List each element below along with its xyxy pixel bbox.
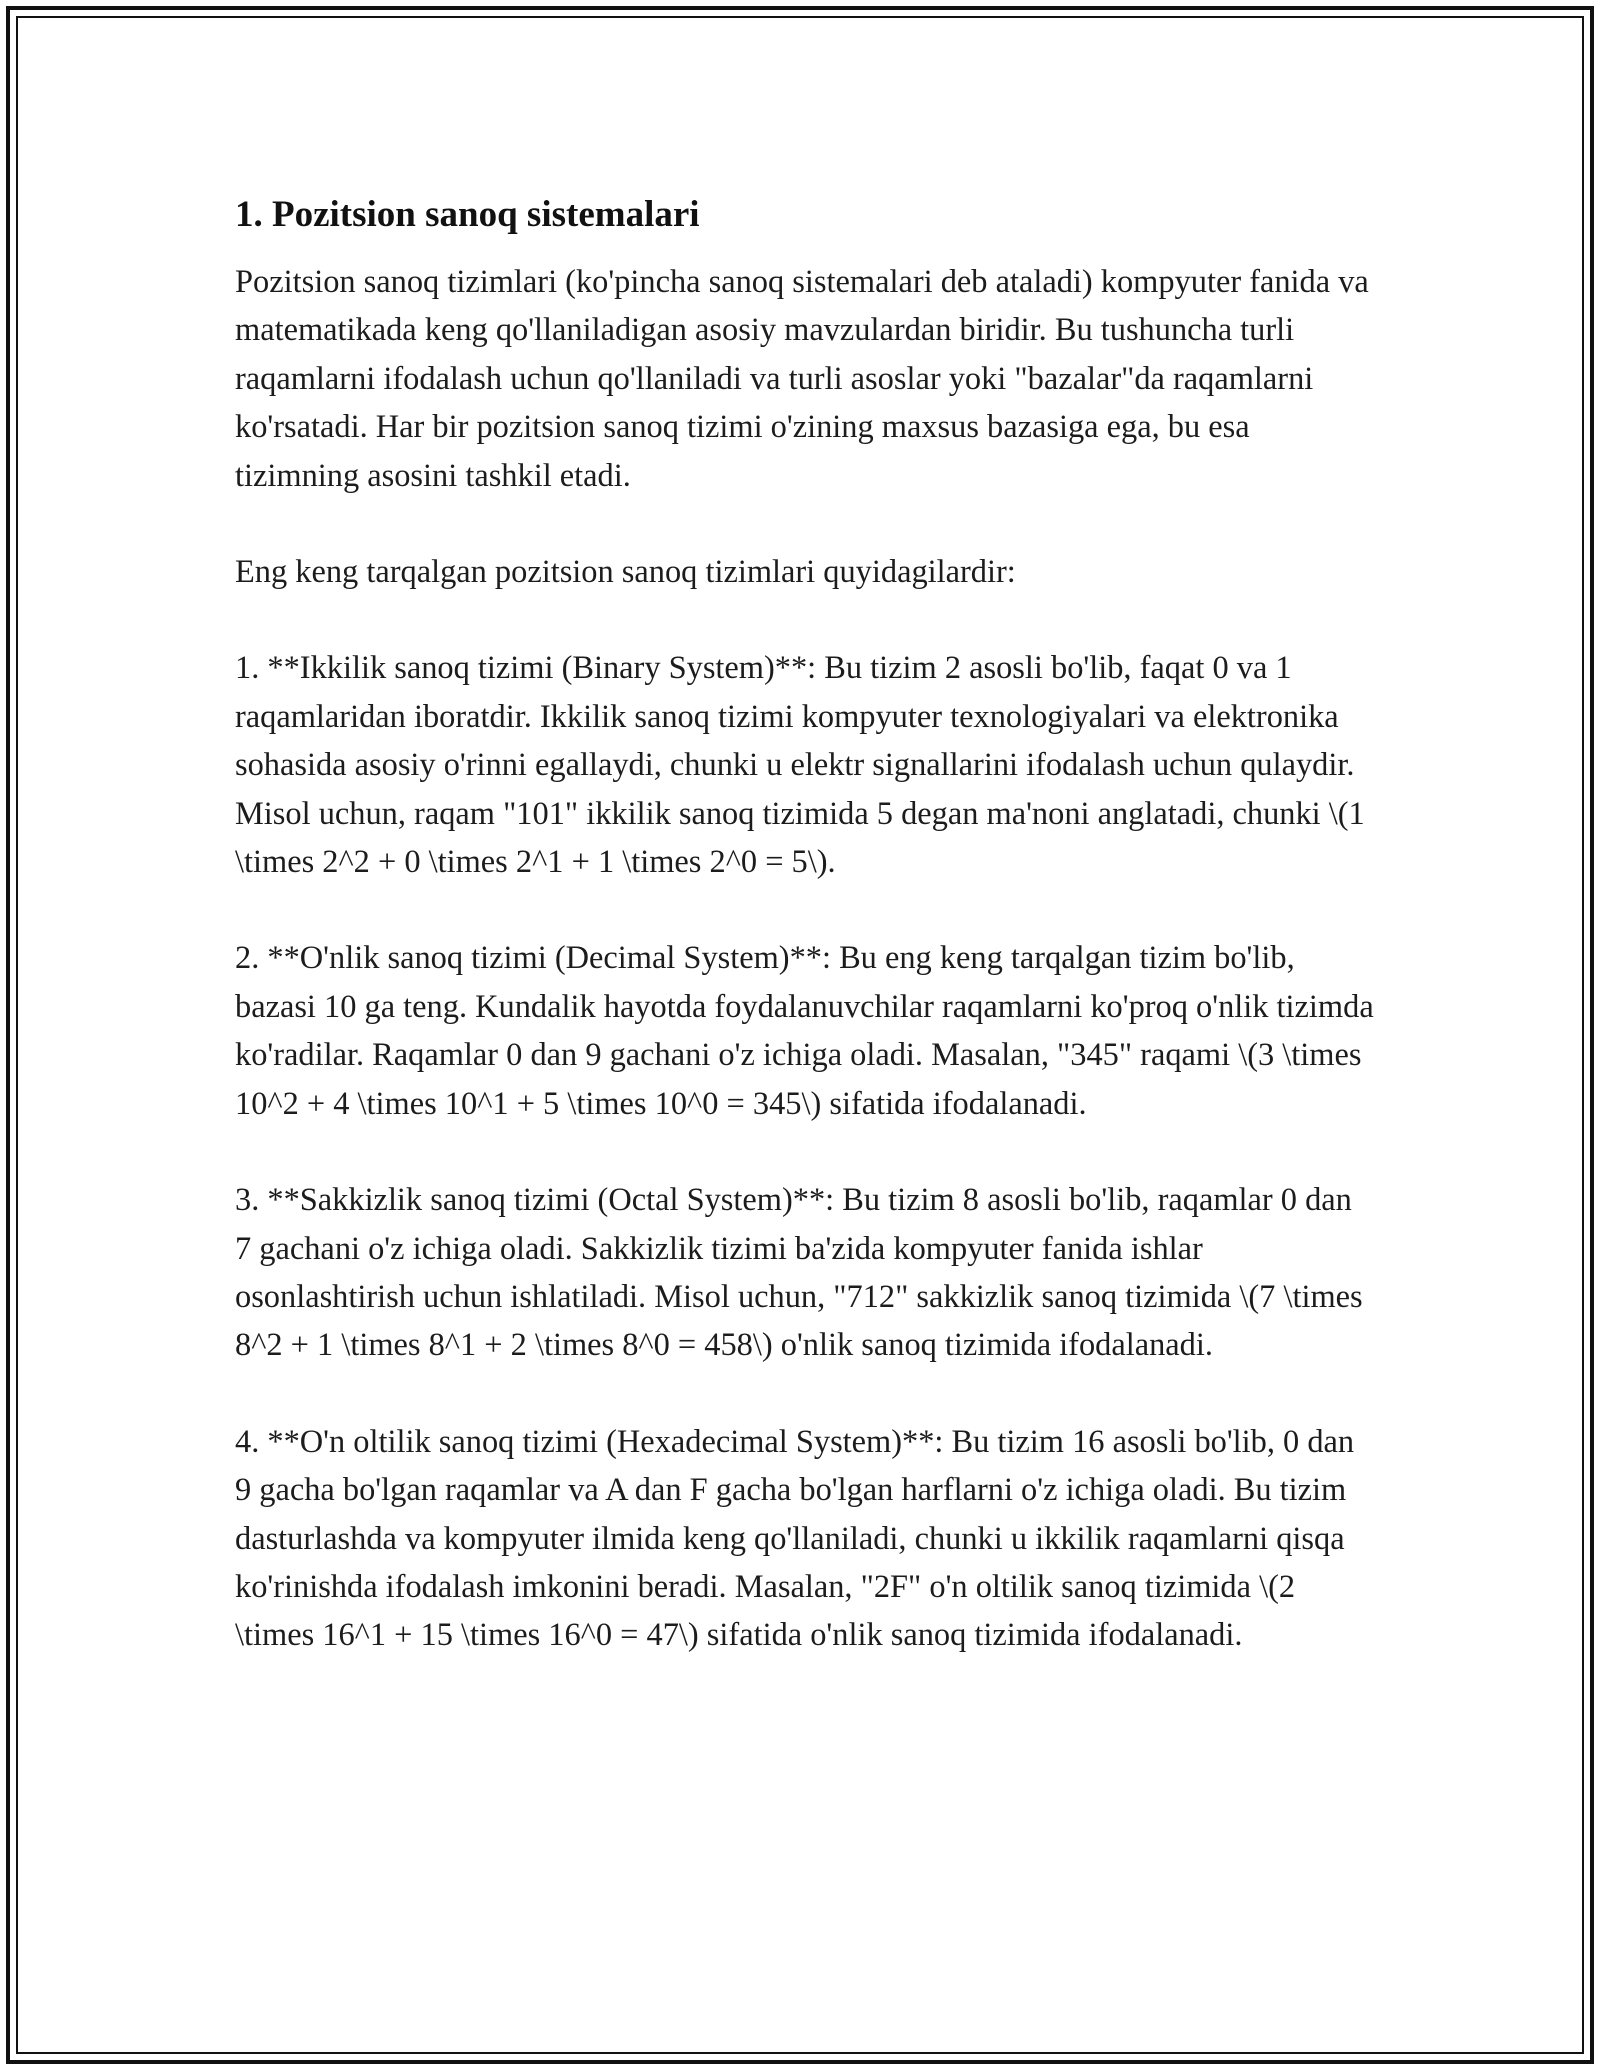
document-body — [235, 186, 1375, 1660]
binary-system-paragraph: 1. **Ikkilik sanoq tizimi (Binary System)**: Bu tizim 2 asosli bo'lib, faqat 0 va 1 raqamlaridan iboratdir. Ikkilik sanoq tizimi kompyuter texnologiyalari va elektronika sohasida asosiy o'rinni egallaydi, chunki u elektr signallarini ifodalash uchun qulaydir. Misol uchun, raqam "101" ikkilik sanoq tizimida 5 degan ma'noni anglatadi, chunki \(1 \times 2^2 + 0 \times 2^1 + 1 \times 2^0 = 5\). — [235, 650, 1365, 881]
hexadecimal-system-paragraph: 4. **O'n oltilik sanoq tizimi (Hexadecimal System)**: Bu tizim 16 asosli bo'lib, 0 dan 9 gacha bo'lgan raqamlar va A dan F gacha bo'lgan harflarni o'z ichiga oladi. Bu tizim dasturlashda va kompyuter ilmida keng qo'llaniladi, chunki u ikkilik raqamlarni qisqa ko'rinishda ifodalash imkonini beradi. Masalan, "2F" o'n oltilik sanoq tizimida \(2 \times 16^1 + 15 \times 16^0 = 47\) sifatida o'nlik sanoq tizimida ifodalanadi. — [235, 1423, 1355, 1654]
intro-paragraph: Pozitsion sanoq tizimlari (ko'pincha sanoq sistemalari deb ataladi) kompyuter fanida va matematikada keng qo'llaniladigan asosiy mavzulardan biridir. Bu tushuncha turli raqamlarni ifodalash uchun qo'llaniladi va turli asoslar yoki "bazalar"da raqamlarni ko'rsatadi. Har bir pozitsion sanoq tizimi o'zining maxsus bazasiga ega, bu esa tizimning asosini tashkil etadi. — [235, 264, 1369, 494]
list-intro-paragraph: Eng keng tarqalgan pozitsion sanoq tizimlari quyidagilardir: — [235, 554, 1016, 591]
section-heading: 1. Pozitsion sanoq sistemalari — [235, 194, 700, 235]
octal-system-paragraph: 3. **Sakkizlik sanoq tizimi (Octal System)**: Bu tizim 8 asosli bo'lib, raqamlar 0 dan 7 gachani o'z ichiga oladi. Sakkizlik tizimi ba'zida kompyuter fanida ishlar osonlashtirish uchun ishlatiladi. Misol uchun, "712" sakkizlik sanoq tizimida \(7 \times 8^2 + 1 \times 8^1 + 2 \times 8^0 = 458\) o'nlik sanoq tizimida ifodalanadi. — [235, 1182, 1363, 1364]
decimal-system-paragraph: 2. **O'nlik sanoq tizimi (Decimal System)**: Bu eng keng tarqalgan tizim bo'lib, bazasi 10 ga teng. Kundalik hayotda foydalanuvchilar raqamlarni ko'proq o'nlik tizimda ko'radilar. Raqamlar 0 dan 9 gachani o'z ichiga oladi. Masalan, "345" raqami \(3 \times 10^2 + 4 \times 10^1 + 5 \times 10^0 = 345\) sifatida ifodalanadi. — [235, 940, 1374, 1122]
